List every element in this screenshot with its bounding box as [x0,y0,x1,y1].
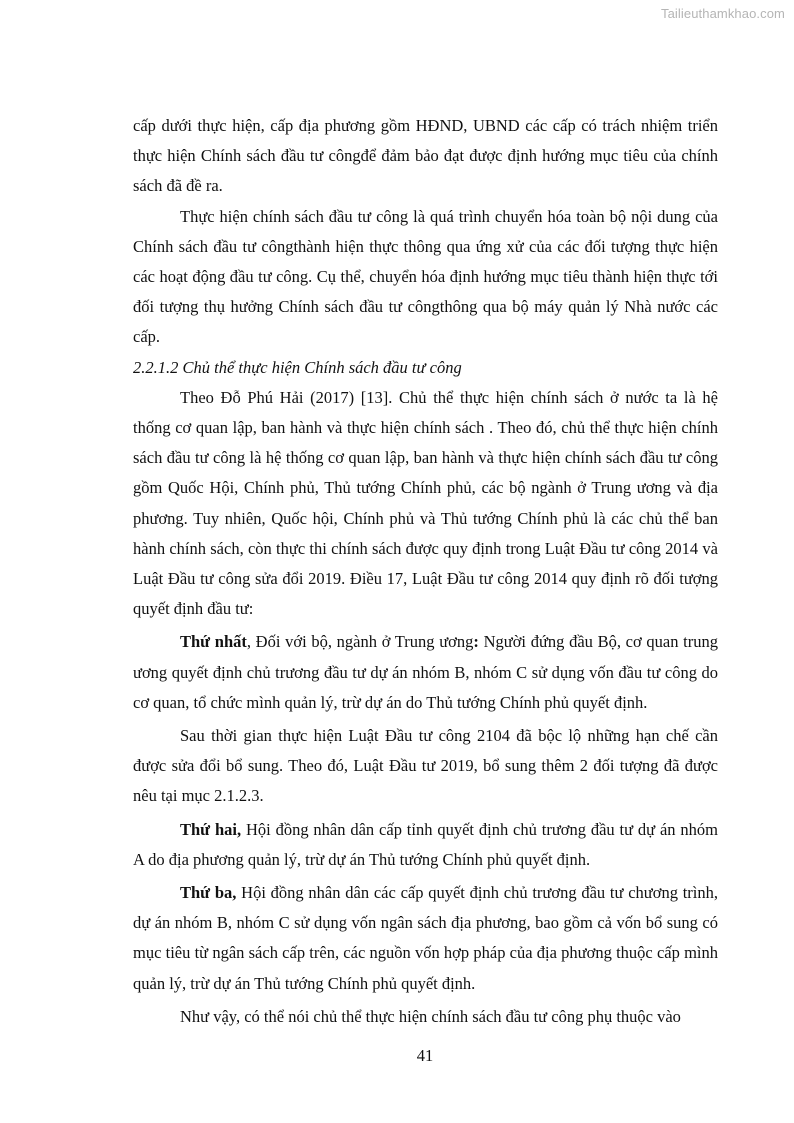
paragraph-4-subject: , Đối với bộ, ngành ở Trung ương [246,632,474,652]
paragraph-7-text: Hội đồng nhân dân các cấp quyết định chủ trương đầu tư chương trình, dự án nhóm B, nhóm C sử dụng vốn ngân sách địa phương, bao gồm cả vốn bổ sung có mục tiêu từ ngân sách cấp trên, các nguồn vốn hợp pháp của địa phương thuộc cấp mình quản lý, trừ dự án Thủ tướng Chính phủ quyết định. [133,883,718,993]
paragraph-6-lead: Thứ hai, [180,819,242,839]
paragraph-2: Thực hiện chính sách đầu tư công là quá trình chuyển hóa toàn bộ nội dung của Chính sách đầu tư côngthành hiện thực thông qua ứng xử của các đối tượng thực hiện các hoạt động đầu tư công. Cụ thể, chuyển hóa định hướng mục tiêu thành hiện thực tới đối tượng thụ hưởng Chính sách đầu tư côngthông qua bộ máy quản lý Nhà nước các cấp. [133,206,718,347]
paragraph-4-colon: : [473,632,479,652]
paragraph-6 [133,815,718,875]
paragraph-1: cấp dưới thực hiện, cấp địa phương gồm HĐND, UBND các cấp có trách nhiệm triển thực hiện Chính sách đầu tư côngđể đảm bảo đạt được định hướng mục tiêu của chính sách đã đề ra. [133,116,718,196]
document-body [133,111,718,1032]
watermark-text: Tailieuthamkhao.com [660,6,785,21]
paragraph-3: Theo Đỗ Phú Hải (2017) [13]. Chủ thể thực hiện chính sách ở nước ta là hệ thống cơ quan lập, ban hành và thực hiện chính sách . Theo đó, chủ thể thực hiện chính sách đầu tư công là hệ thống cơ quan lập, ban hành và thực hiện chính sách đầu tư công gồm Quốc Hội, Chính phủ, Thủ tướng Chính phủ, các bộ ngành ở Trung ương và địa phương. Tuy nhiên, Quốc hội, Chính phủ và Thủ tướng Chính phủ là các chủ thể ban hành chính sách, còn thực thi chính sách được quy định trong Luật Đầu tư công 2014 và Luật Đầu tư công sửa đổi 2019. Điều 17, Luật Đầu tư công 2014 quy định rõ đối tượng quyết định đầu tư: [133,387,718,619]
section-heading: 2.2.1.2 Chủ thể thực hiện Chính sách đầu tư công [133,357,462,377]
paragraph-6-text: Hội đồng nhân dân cấp tỉnh quyết định chủ trương đầu tư dự án nhóm A do địa phương quản lý, trừ dự án Thủ tướng Chính phủ quyết định. [133,819,718,869]
paragraph-4-lead: Thứ nhất [180,632,247,652]
paragraph-4-text: Người đứng đầu Bộ, cơ quan trung ương quyết định chủ trương đầu tư dự án nhóm B, nhóm C sử dụng vốn đầu tư công do cơ quan, tổ chức mình quản lý, trừ dự án do Thủ tướng Chính phủ quyết định. [133,632,718,712]
paragraph-7-lead: Thứ ba, [180,883,237,903]
paragraph-4 [133,627,718,718]
paragraph-8: Như vậy, có thể nói chủ thể thực hiện chính sách đầu tư công phụ thuộc vào [180,1006,681,1026]
paragraph-7 [133,878,718,999]
paragraph-5: Sau thời gian thực hiện Luật Đầu tư công 2104 đã bộc lộ những hạn chế cần được sửa đổi bổ sung. Theo đó, Luật Đầu tư 2019, bổ sung thêm 2 đối tượng đã được nêu tại mục 2.1.2.3. [133,726,718,806]
page-number: 41 [416,1046,434,1065]
